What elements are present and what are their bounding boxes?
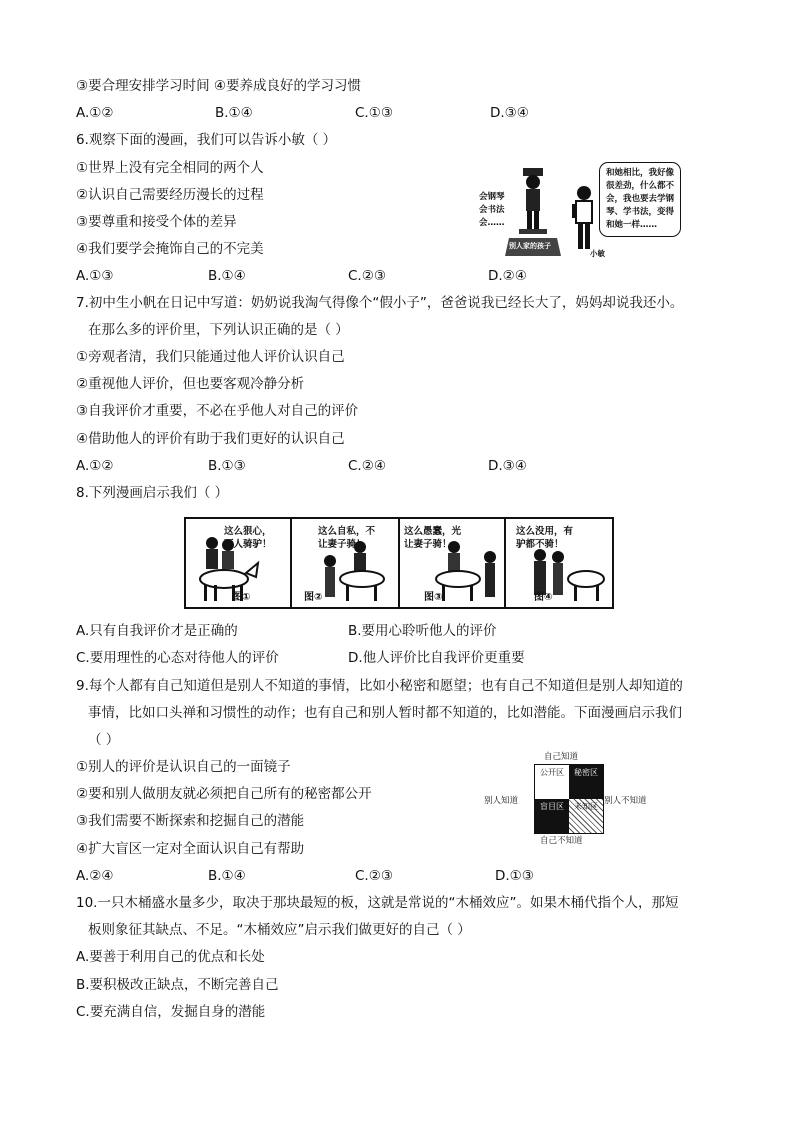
unknown-area: 未知区 [569,799,603,833]
label-others-known: 别人知道 [484,796,519,806]
johari-window-diagram [478,750,678,846]
q9-stem-line-3: （ ） [88,732,120,748]
q9-option-b: B.①④ [208,868,246,884]
hidden-area: 秘密区 [569,765,603,799]
q10-option-b: B.要积极改正缺点，不断完善自己 [76,977,279,993]
q8-stem: 8.下列漫画启示我们（ ） [76,485,229,501]
q10-stem-line-2: 板则象征其缺点、不足。“木桶效应”启示我们做更好的自己（ ） [88,922,471,938]
q7-item-4: ④借助他人的评价有助于我们更好的认识自己 [76,431,345,447]
comic-panel-1 [186,519,292,607]
q9-option-a: A.②④ [76,868,114,884]
panel-1-caption-line-2: 两人骑驴！ [224,539,272,550]
q9-option-c: C.②③ [355,868,393,884]
q9-stem-line-1: 9.每个人都有自己知道但是别人不知道的事情，比如小秘密和愿望；也有自己不知道但是别人却知道的 [76,678,683,694]
comic-panel-4 [504,519,610,607]
blind-area: 盲目区 [535,799,569,833]
q8-option-c: C.要用理性的心态对待他人的评价 [76,650,279,666]
q10-option-a: A.要善于利用自己的优点和长处 [76,949,265,965]
panel-2-label: 图② [304,592,323,603]
q8-comic-strip [184,517,614,609]
panel-4-caption [516,525,573,551]
q5-option-d: D.③④ [490,105,529,121]
bubble-line-2: 很差劲，什么都不 [606,181,675,191]
johari-grid [534,764,604,834]
q10-stem-line-1: 10.一只木桶盛水量多少，取决于那块最短的板，这就是常说的“木桶效应”。如果木桶代指个人，那短 [76,895,679,911]
panel-3-caption-line-1: 这么愚蠢，光 [404,526,462,537]
q8-option-b: B.要用心聆听他人的评价 [348,623,497,639]
open-area: 公开区 [535,765,569,799]
q7-item-1: ①旁观者清，我们只能通过他人评价认识自己 [76,349,345,365]
panel-2-caption-line-1: 这么自私，不 [318,526,376,537]
panel-2-caption [318,525,375,551]
bubble-line-1: 和她相比，我好像 [606,168,675,178]
panel-1-label: 图① [232,592,251,603]
q10-option-c: C.要充满自信，发掘自身的潜能 [76,1004,266,1020]
q8-option-a: A.只有自我评价才是正确的 [76,623,238,639]
pedestal-text: 别人家的孩子 [509,242,551,250]
bubble-line-4: 琴、学书法，变得 [606,207,675,217]
bubble-line-5: 和她一样…… [606,220,658,230]
q7-option-d: D.③④ [488,458,527,474]
q6-cartoon [475,162,705,262]
q9-item-3: ③我们需要不断探索和挖掘自己的潜能 [76,813,305,829]
q7-stem-line-2: 在那么多的评价里，下列认识正确的是（ ） [88,322,349,338]
q9-item-2: ②要和别人做朋友就必须把自己所有的秘密都公开 [76,786,372,802]
panel-4-label: 图④ [534,592,553,603]
label-self-known: 自己知道 [544,752,579,762]
q7-item-3: ③自我评价才重要，不必在乎他人对自己的评价 [76,403,359,419]
q5-option-c: C.①③ [355,105,393,121]
thought-bubble [599,162,681,237]
q8-option-d: D.他人评价比自我评价更重要 [348,650,525,666]
comic-panel-3 [398,519,506,607]
q6-option-a: A.①③ [76,268,114,284]
panel-1-caption-line-1: 这么狠心， [224,526,272,537]
q6-option-d: D.②④ [488,268,527,284]
q7-stem-line-1: 7.初中生小帆在日记中写道：奶奶说我淘气得像个“假小子”，爸爸说我已经长大了，妈妈却说我还小。 [76,295,684,311]
q9-option-d: D.①③ [495,868,534,884]
xiaomin-label: 小敏 [590,249,605,258]
panel-4-caption-line-2: 驴都不骑！ [516,539,564,550]
cartoon-left-text-1: 会钢琴 [479,192,505,202]
q6-option-c: C.②③ [348,268,386,284]
q7-option-a: A.①② [76,458,114,474]
q5-option-a: A.①② [76,105,114,121]
q9-item-4: ④扩大盲区一定对全面认识自己有帮助 [76,841,305,857]
panel-2-caption-line-2: 让妻子骑！ [318,539,366,550]
panel-1-caption [224,525,272,551]
panel-3-label: 图③ [424,592,443,603]
cartoon-left-text-3: 会…… [479,218,505,228]
q5-item-3-4: ③要合理安排学习时间 ④要养成良好的学习习惯 [76,78,361,94]
cartoon-left-text-2: 会书法 [479,205,505,215]
panel-3-caption [404,525,461,551]
q9-stem-line-2: 事情，比如口头禅和习惯性的动作；也有自己和别人暂时都不知道的，比如潜能。下面漫画启示我们 [88,705,682,721]
xiaomin-figure [567,184,601,256]
panel-3-caption-line-2: 让妻子骑！ [404,539,452,550]
q6-item-2: ②认识自己需要经历漫长的过程 [76,187,264,203]
q7-option-c: C.②④ [348,458,386,474]
q6-item-1: ①世界上没有完全相同的两个人 [76,160,264,176]
q6-item-4: ④我们要学会掩饰自己的不完美 [76,241,264,257]
label-self-unknown: 自己不知道 [540,836,583,846]
q7-item-2: ②重视他人评价，但也要客观冷静分析 [76,376,305,392]
q7-option-b: B.①③ [208,458,246,474]
q9-item-1: ①别人的评价是认识自己的一面镜子 [76,759,291,775]
bubble-line-3: 会，我也要去学钢 [606,194,675,204]
q5-option-b: B.①④ [215,105,253,121]
comic-panel-2 [290,519,400,607]
q6-stem: 6.观察下面的漫画，我们可以告诉小敏（ ） [76,132,337,148]
label-others-unknown: 别人不知道 [604,796,647,806]
panel-4-caption-line-1: 这么没用，有 [516,526,574,537]
q6-option-b: B.①④ [208,268,246,284]
q6-item-3: ③要尊重和接受个体的差异 [76,214,237,230]
